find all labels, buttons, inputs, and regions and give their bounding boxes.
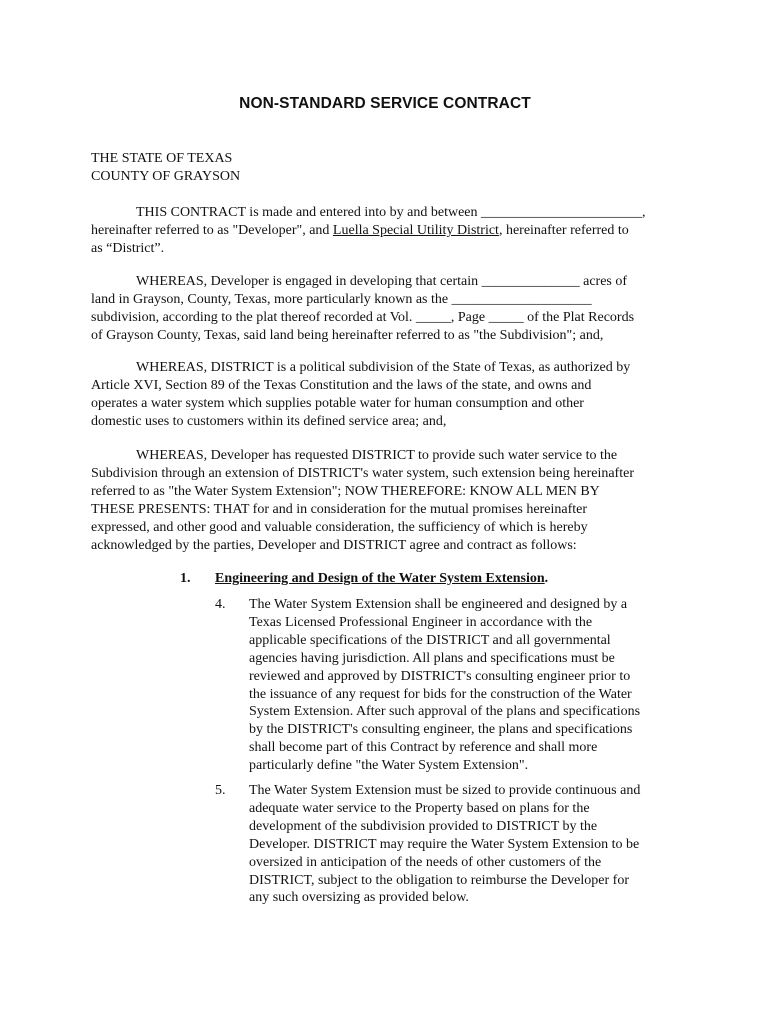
clause-line: adequate water service to the Property based on plans for the bbox=[249, 800, 590, 816]
clause-line: DISTRICT, subject to the obligation to reimburse the Developer for bbox=[249, 872, 629, 888]
paragraph-line: domestic uses to customers within its defined service area; and, bbox=[91, 413, 447, 429]
paragraph-line: land in Grayson, County, Texas, more particularly known as the ____________________ bbox=[91, 291, 592, 307]
paragraph-line: referred to as "the Water System Extension"; NOW THEREFORE: KNOW ALL MEN BY bbox=[91, 483, 600, 499]
clause-line: oversized in anticipation of the needs of other customers of the bbox=[249, 854, 602, 870]
clause-line: Developer. DISTRICT may require the Water System Extension to be bbox=[249, 836, 640, 852]
county-line: COUNTY OF GRAYSON bbox=[91, 168, 241, 184]
clause-line: any such oversizing as provided below. bbox=[249, 890, 469, 906]
intro-line-2: hereinafter referred to as "Developer", and Luella Special Utility District, hereinafter referred to bbox=[91, 222, 629, 238]
paragraph-line: WHEREAS, DISTRICT is a political subdivision of the State of Texas, as authorized by bbox=[136, 360, 631, 375]
intro-paragraph bbox=[91, 204, 681, 258]
paragraph-line: expressed, and other good and valuable consideration, the sufficiency of which is hereby bbox=[91, 519, 588, 535]
clause-number: 5. bbox=[215, 783, 226, 798]
paragraph-line: Article XVI, Section 89 of the Texas Constitution and the laws of the state, and owns and bbox=[91, 377, 592, 393]
clause-line: Texas Licensed Professional Engineer in accordance with the bbox=[249, 614, 593, 630]
paragraph-line: subdivision, according to the plat thereof recorded at Vol. _____, Page _____ of the Plat Records bbox=[91, 309, 635, 325]
clause-line: applicable specifications of the DISTRICT and all governmental bbox=[249, 632, 611, 648]
clause-number: 4. bbox=[215, 597, 226, 612]
section-title: Engineering and Design of the Water System Extension bbox=[215, 571, 545, 586]
clause-line: development of the subdivision provided to DISTRICT by the bbox=[249, 818, 598, 834]
clause-text bbox=[249, 782, 685, 907]
paragraph-line: Subdivision through an extension of DISTRICT's water system, such extension being hereinafter bbox=[91, 465, 634, 481]
clause-line: reviewed and approved by DISTRICT's consulting engineer prior to bbox=[249, 668, 631, 684]
clause-line: agencies having jurisdiction. All plans and specifications must be bbox=[249, 650, 615, 666]
document-page: NON-STANDARD SERVICE CONTRACT THE STATE OF TEXAS COUNTY OF GRAYSON THIS CONTRACT is made and entered into by and between _______________________, hereinafter referred to as "Developer", and Luella Special Utility District, hereinafter referred to as “District”. WHEREAS, Developer is engaged in developing that certain ______________ acres of land in Grayson, County, Texas, more particularly known as the ____________________ subdivision, according to the plat thereof recorded at Vol. _____, Page _____ of the Plat Records of Grayson County, Texas, said land being hereinafter referred to as "the Subdivision"; and, WHEREAS, DISTRICT is a political subdivision of the State of Texas, as authorized by Article XVI, Section 89 of the Texas Constitution and the laws of the state, and owns and operates a water system which supplies potable water for human consumption and other domestic uses to customers within its defined service area; and, WHEREAS, Developer has requested DISTRICT to provide such water service to the Subdivision through an extension of DISTRICT's water system, such extension being hereinafter referred to as "the Water System Extension"; NOW THEREFORE: KNOW ALL MEN BY THESE PRESENTS: THAT for and in consideration for the mutual promises hereinafter expressed, and other good and valuable consideration, the sufficiency of which is hereby acknowledged by the parties, Developer and DISTRICT agree and contract as follows: 1. Engineering and Design of the Water System Extension. 4. The Water System Extension shall be engineered and designed by a Texas Licensed Professional Engineer in accordance with the applicable specifications of the DISTRICT and all governmental agencies having jurisdiction. All plans and specifications must be reviewed and approved by DISTRICT's consulting engineer prior to the issuance of any request for bids for the construction of the Water System Extension. After such approval of the plans and specifications by the DISTRICT's consulting engineer, the plans and specifications shall become part of this Contract by reference and shall more particularly define "the Water System Extension". 5. The Water System Extension must be sized to provide continuous and adequate water service to the Property based on plans for the development of the subdivision provided to DISTRICT by the Developer. DISTRICT may require the Water System Extension to be oversized in anticipation of the needs of other customers of the DISTRICT, subject to the obligation to reimburse the Developer for any such oversizing as provided below. bbox=[0, 0, 770, 1024]
clause-line: System Extension. After such approval of the plans and specifications bbox=[249, 704, 641, 720]
clause-line: The Water System Extension shall be engineered and designed by a bbox=[249, 597, 628, 612]
clause-line: shall become part of this Contract by reference and shall more bbox=[249, 740, 598, 756]
whereas-paragraph-3 bbox=[91, 447, 681, 554]
whereas-paragraph-1 bbox=[91, 273, 681, 345]
paragraph-line: of Grayson County, Texas, said land being hereinafter referred to as "the Subdivision"; and, bbox=[91, 327, 604, 343]
whereas-paragraph-2 bbox=[91, 359, 681, 431]
paragraph-line: WHEREAS, Developer is engaged in developing that certain ______________ acres of bbox=[136, 274, 628, 289]
section-number: 1. bbox=[180, 571, 191, 586]
clause-line: by the DISTRICT's consulting engineer, the plans and specifications bbox=[249, 722, 633, 738]
paragraph-line: THESE PRESENTS: THAT for and in consideration for the mutual promises hereinafter bbox=[91, 501, 588, 517]
document-title: NON-STANDARD SERVICE CONTRACT bbox=[239, 95, 531, 112]
paragraph-line: WHEREAS, Developer has requested DISTRICT to provide such water service to the bbox=[136, 448, 618, 463]
state-line: THE STATE OF TEXAS bbox=[91, 151, 233, 166]
clause-line: particularly define "the Water System Extension". bbox=[249, 758, 529, 774]
jurisdiction-header bbox=[91, 150, 681, 186]
clause-line: The Water System Extension must be sized to provide continuous and bbox=[249, 783, 641, 798]
paragraph-line: acknowledged by the parties, Developer and DISTRICT agree and contract as follows: bbox=[91, 537, 577, 553]
clause-line: the issuance of any request for bids for the construction of the Water bbox=[249, 686, 632, 702]
intro-line-3: as “District”. bbox=[91, 240, 165, 256]
paragraph-line: operates a water system which supplies potable water for human consumption and other bbox=[91, 395, 584, 411]
clause-text bbox=[249, 596, 685, 775]
intro-line-1: THIS CONTRACT is made and entered into by and between _______________________, bbox=[136, 205, 646, 220]
district-name: Luella Special Utility District bbox=[332, 222, 499, 238]
